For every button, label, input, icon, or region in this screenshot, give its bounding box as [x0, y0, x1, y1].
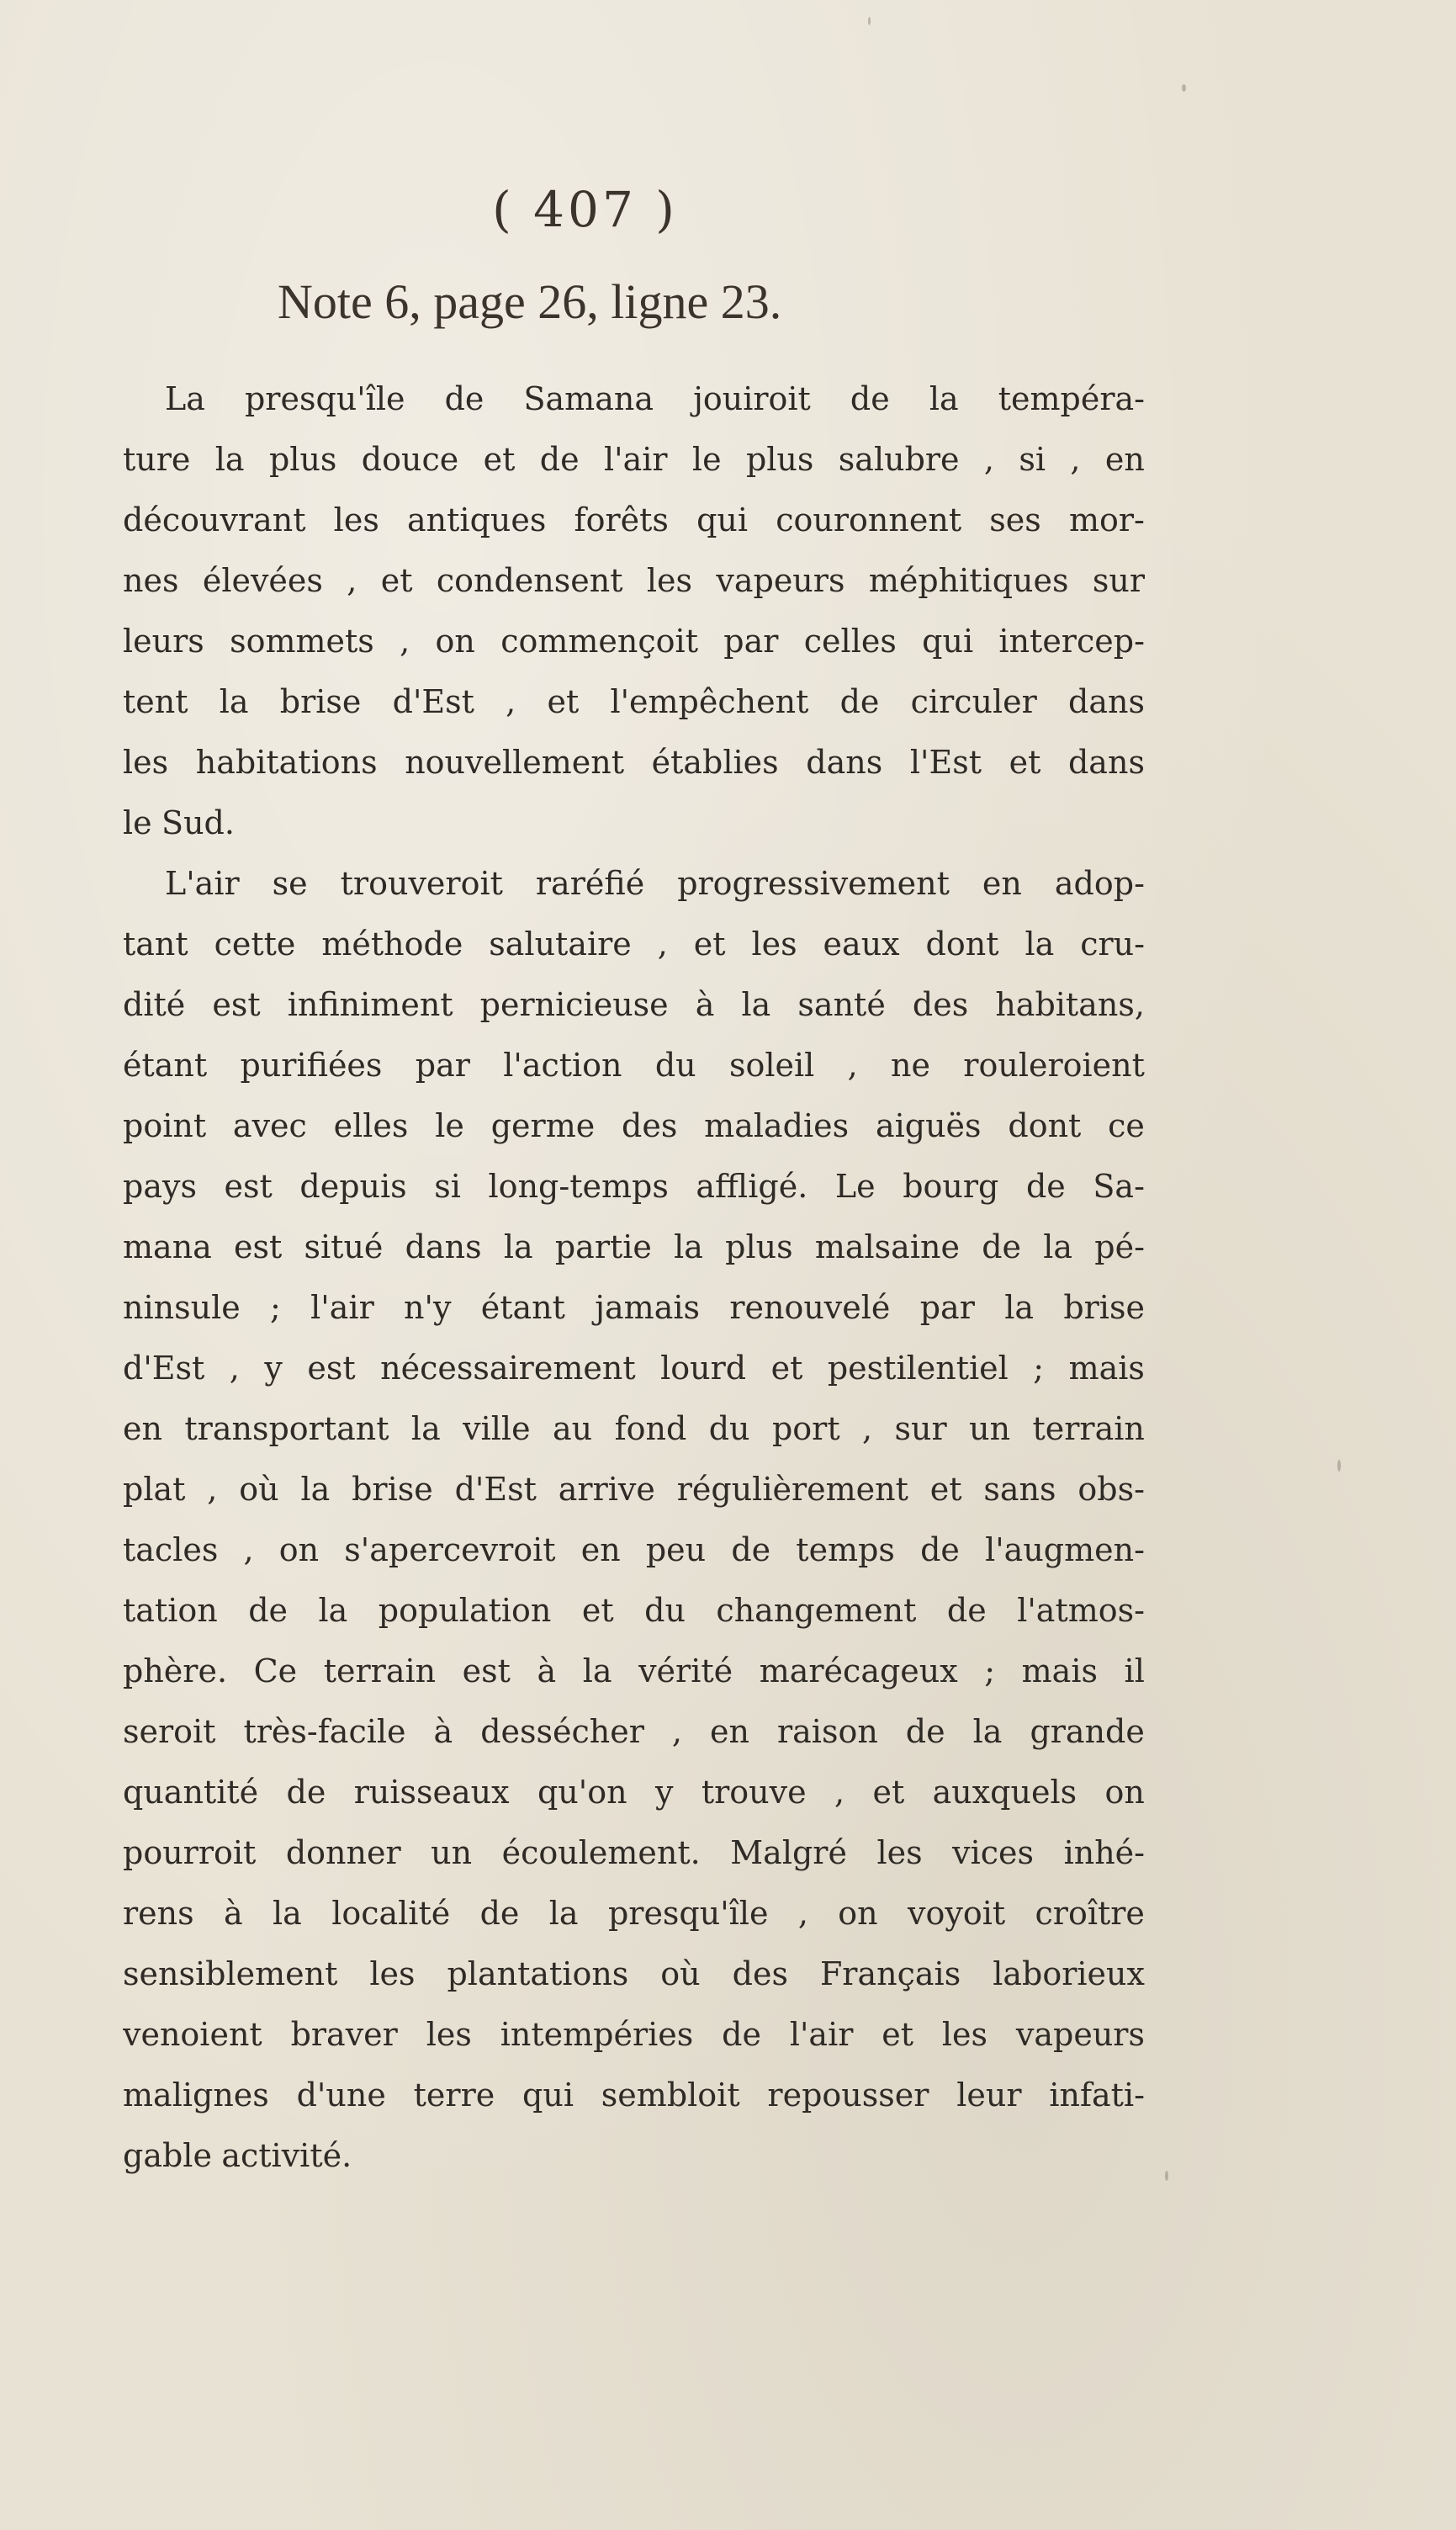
text-line: La presqu'île de Samana jouiroit de la tempéra- — [165, 380, 1145, 417]
text-line: dité est infiniment pernicieuse à la santé des habitans, — [123, 986, 1145, 1023]
text-line: plat , où la brise d'Est arrive régulièrement et sans obs- — [123, 1471, 1145, 1508]
text-line: quantité de ruisseaux qu'on y trouve , et auxquels on — [123, 1774, 1145, 1811]
text-line: ture la plus douce et de l'air le plus salubre , si , en — [123, 441, 1145, 478]
text-line: malignes d'une terre qui sembloit repousser leur infati- — [123, 2077, 1145, 2114]
text-line: rens à la localité de la presqu'île , on voyoit croître — [123, 1895, 1145, 1932]
text-line: tacles , on s'apercevroit en peu de temps de l'augmen- — [123, 1531, 1145, 1568]
text-line: découvrant les antiques forêts qui couronnent ses mor- — [123, 501, 1145, 538]
text-line: L'air se trouveroit raréfié progressivement en adop- — [165, 865, 1145, 902]
text-line: mana est situé dans la partie la plus malsaine de la pé- — [123, 1228, 1145, 1265]
text-line: sensiblement les plantations où des Français laborieux — [123, 1955, 1145, 1992]
text-line: tation de la population et du changement de l'atmos- — [123, 1592, 1145, 1629]
text-line: les habitations nouvellement établies dans l'Est et dans — [123, 744, 1145, 781]
text-line: en transportant la ville au fond du port , sur un terrain — [123, 1410, 1145, 1447]
text-line: leurs sommets , on commençoit par celles qui intercep- — [123, 623, 1145, 660]
text-line: phère. Ce terrain est à la vérité marécageux ; mais il — [123, 1652, 1145, 1689]
text-line: pourroit donner un écoulement. Malgré les vices inhé- — [123, 1834, 1145, 1871]
text-line: tant cette méthode salutaire , et les eaux dont la cru- — [123, 926, 1145, 963]
page-number: ( 407 ) — [492, 181, 678, 238]
text-line: étant purifiées par l'action du soleil , ne rouleroient — [123, 1047, 1145, 1084]
text-line: venoient braver les intempéries de l'air et les vapeurs — [123, 2016, 1145, 2053]
text-line: ninsule ; l'air n'y étant jamais renouvelé par la brise — [123, 1289, 1145, 1326]
text-line: point avec elles le germe des maladies aiguës dont ce — [123, 1107, 1145, 1144]
paper-speck — [1182, 84, 1186, 92]
text-line: gable activité. — [123, 2137, 352, 2174]
text-line: d'Est , y est nécessairement lourd et pestilentiel ; mais — [123, 1350, 1145, 1387]
text-line: tent la brise d'Est , et l'empêchent de circuler dans — [123, 683, 1145, 720]
paragraph — [123, 369, 1145, 853]
text-line: le Sud. — [123, 804, 235, 841]
paper-speck — [868, 17, 871, 25]
text-line: seroit très-facile à dessécher , en raison de la grande — [123, 1713, 1145, 1750]
text-line: pays est depuis si long-temps affligé. Le bourg de Sa- — [123, 1168, 1145, 1205]
text-line: nes élevées , et condensent les vapeurs méphitiques sur — [123, 562, 1145, 599]
paragraph — [123, 853, 1145, 2186]
note-heading: Note 6, page 26, ligne 23. — [278, 274, 782, 329]
paper-speck — [1165, 2171, 1168, 2181]
paper-speck — [1337, 1460, 1341, 1472]
body-text — [123, 369, 1145, 2186]
